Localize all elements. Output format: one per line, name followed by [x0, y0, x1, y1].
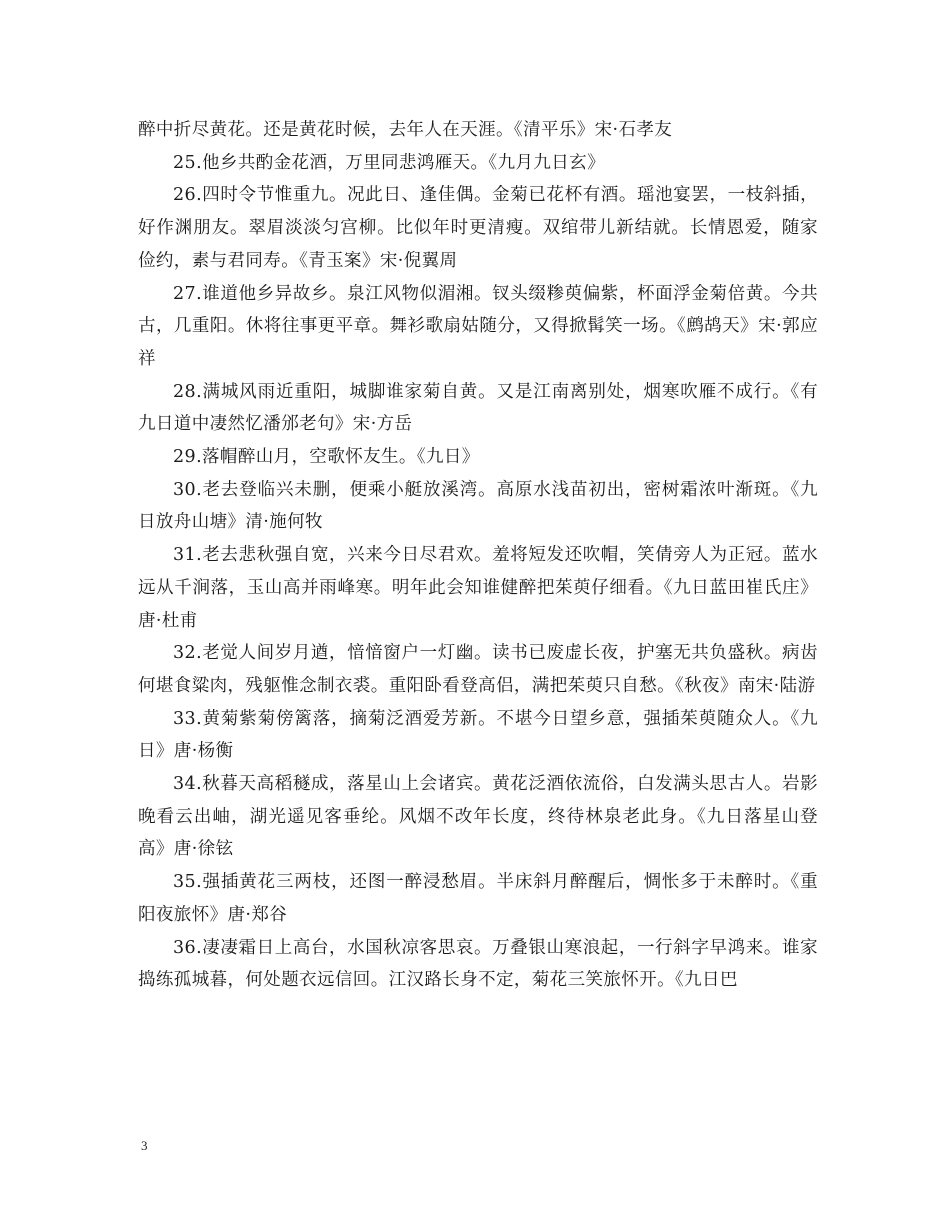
paragraph: 30.老去登临兴未删，便乘小艇放溪湾。高原水浅苗初出，密树霜浓叶渐斑。《九日放舟山塘》清·施何牧: [138, 479, 818, 533]
paragraph: 25.他乡共酌金花酒，万里同悲鸿雁天。《九月九日玄》: [173, 152, 605, 173]
paragraph: 31.老去悲秋强自宽，兴来今日尽君欢。羞将短发还吹帽，笑倩旁人为正冠。蓝水远从千涧落，玉山高并雨峰寒。明年此会知谁健醉把茱萸仔细看。《九日蓝田崔氏庄》唐·杜甫: [138, 545, 818, 631]
paragraph: 36.凄凄霜日上高台，水国秋凉客思哀。万叠银山寒浪起，一行斜字早鸿来。谁家捣练孤城暮，何处题衣远信回。江汉路长身不定，菊花三笑旅怀开。《九日巴: [138, 937, 818, 991]
paragraph: 26.四时令节惟重九。况此日、逢佳偶。金菊已花杯有酒。瑶池宴罢，一枝斜插，好作渊朋友。翠眉淡淡匀宫柳。比似年时更清瘦。双绾带儿新结就。长情恩爱，随家俭约，素与君同寿。《青玉案》宋·倪翼周: [138, 185, 818, 271]
paragraph: 33.黄菊紫菊傍篱落，摘菊泛酒爱芳新。不堪今日望乡意，强插茱萸随众人。《九日》唐·杨衡: [138, 708, 818, 762]
paragraph: 28.满城风雨近重阳，城脚谁家菊自黄。又是江南离别处，烟寒吹雁不成行。《有九日道中凄然忆潘邠老句》宋·方岳: [138, 381, 818, 435]
paragraph: 32.老觉人间岁月遒，愔愔窗户一灯幽。读书已废虚长夜，护塞无共负盛秋。病齿何堪食粱肉，残躯惟念制衣裘。重阳卧看登高侣，满把茱萸只自愁。《秋夜》南宋·陆游: [138, 643, 818, 696]
page-number: 3: [141, 1138, 148, 1153]
paragraph: 34.秋暮天高稻穟成，落星山上会诸宾。黄花泛酒依流俗，白发满头思古人。岩影晚看云出岫，湖光遥见客垂纶。风烟不改年长度，终待林泉老此身。《九日落星山登高》唐·徐铉: [138, 774, 818, 860]
document-body: [138, 114, 818, 997]
paragraph: 35.强插黄花三两枝，还图一醉浸愁眉。半床斜月醉醒后，惆怅多于未醉时。《重阳夜旅怀》唐·郑谷: [138, 872, 818, 925]
paragraph: 27.谁道他乡异故乡。泉江风物似湄湘。钗头缀糁萸偏紫，杯面浮金菊倍黄。今共古，几重阳。休将往事更平章。舞衫歌扇姑随分，又得掀髯笑一场。《鹧鸪天》宋·郭应祥: [138, 283, 818, 369]
paragraph: 29.落帽醉山月，空歌怀友生。《九日》: [173, 447, 480, 468]
paragraph: 醉中折尽黄花。还是黄花时候，去年人在天涯。《清平乐》宋·石孝友: [138, 120, 673, 140]
